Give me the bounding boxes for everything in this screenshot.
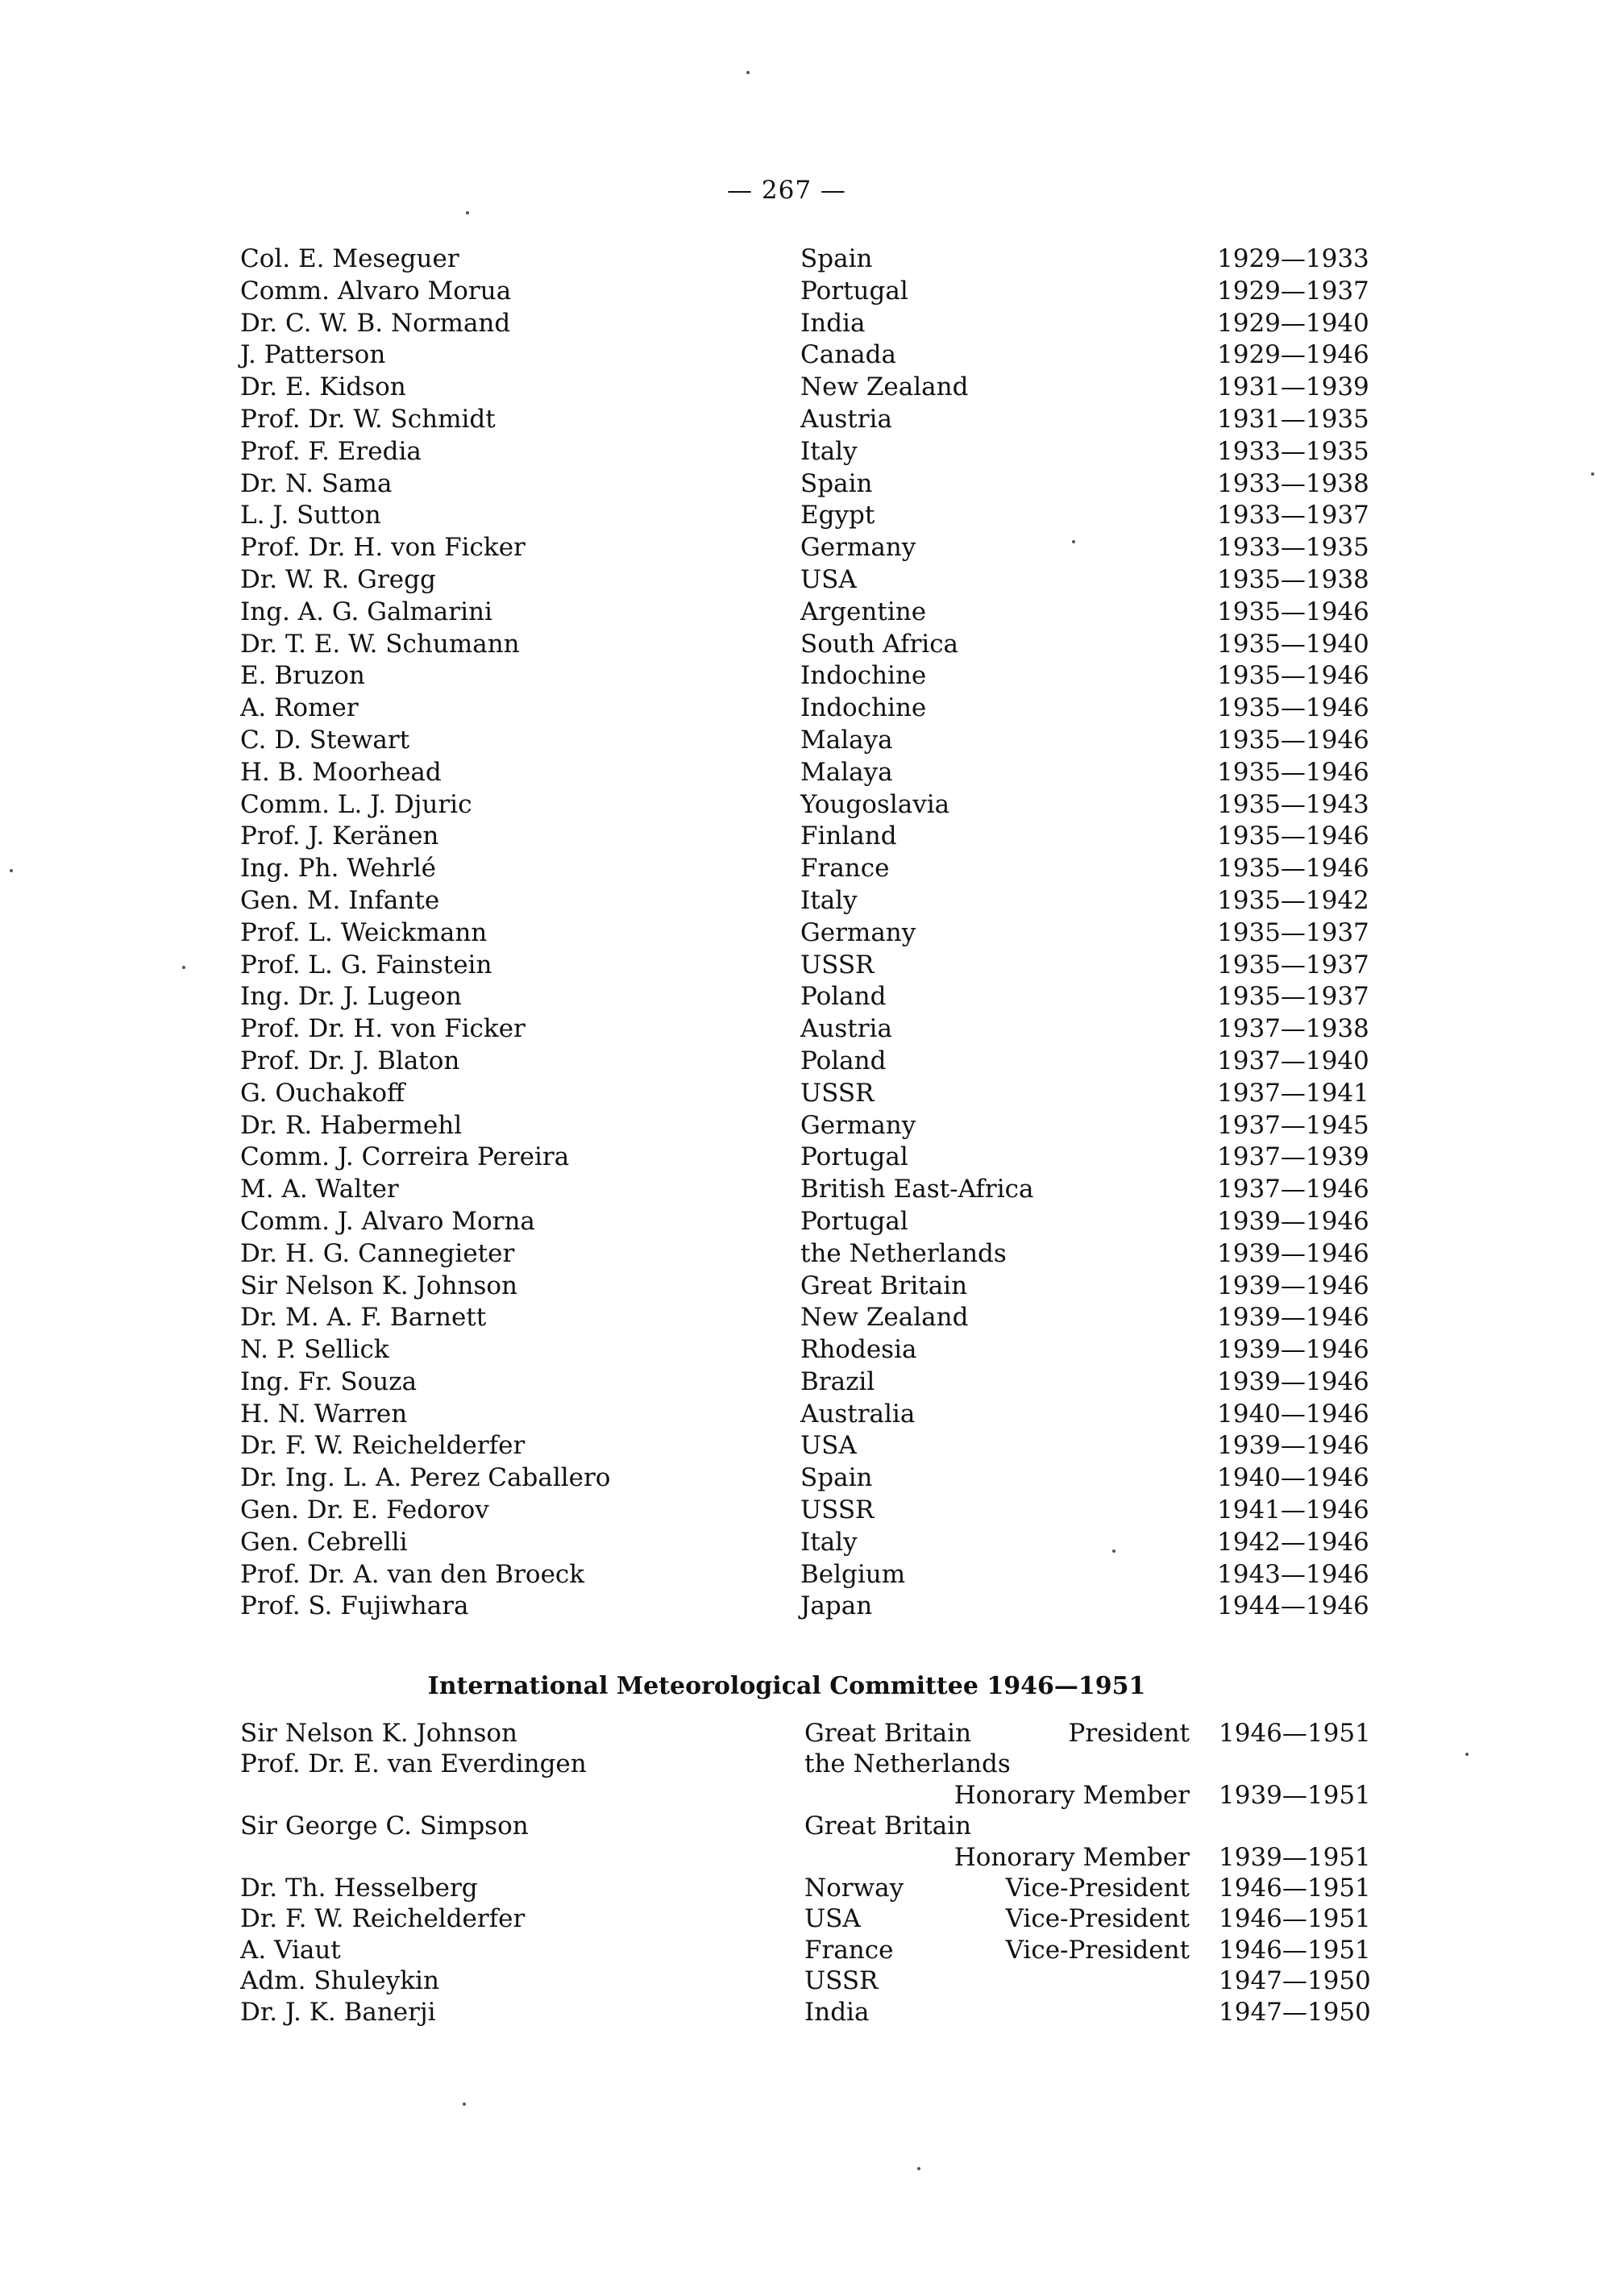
member-name: Comm. Alvaro Morua bbox=[240, 276, 512, 306]
committee-country: India bbox=[804, 1997, 870, 2027]
member-name: Prof. Dr. J. Blaton bbox=[240, 1046, 460, 1075]
member-country: Belgium bbox=[800, 1559, 906, 1589]
member-years: 1935—1942 bbox=[1217, 885, 1369, 915]
committee-list bbox=[240, 1718, 1369, 2028]
scan-speck bbox=[1112, 1549, 1116, 1553]
member-row bbox=[240, 404, 1369, 436]
member-row bbox=[240, 725, 1369, 757]
member-name: N. P. Sellick bbox=[240, 1335, 389, 1365]
member-years: 1939—1946 bbox=[1217, 1238, 1369, 1268]
member-years: 1942—1946 bbox=[1217, 1527, 1369, 1557]
member-years: 1929—1946 bbox=[1217, 340, 1369, 370]
member-years: 1937—1941 bbox=[1217, 1078, 1369, 1108]
member-name: Prof. J. Keränen bbox=[240, 821, 439, 851]
member-years: 1935—1937 bbox=[1217, 950, 1369, 980]
member-row bbox=[240, 564, 1369, 597]
page-number: — 267 — bbox=[727, 176, 846, 205]
member-list bbox=[240, 243, 1369, 1623]
member-name: Ing. Fr. Souza bbox=[240, 1366, 418, 1396]
committee-years: 1946—1951 bbox=[1219, 1719, 1371, 1748]
member-country: Germany bbox=[800, 1110, 916, 1140]
committee-role: Vice-President bbox=[1005, 1935, 1190, 1965]
member-country: New Zealand bbox=[800, 372, 969, 402]
committee-row bbox=[240, 1903, 1369, 1934]
member-country: British East-Africa bbox=[800, 1175, 1034, 1204]
member-row bbox=[240, 308, 1369, 340]
member-country: Malaya bbox=[800, 725, 893, 755]
committee-name: Dr. J. K. Banerji bbox=[240, 1997, 436, 2027]
member-country: Portugal bbox=[800, 1206, 908, 1236]
member-years: 1939—1946 bbox=[1217, 1335, 1369, 1365]
committee-country: USA bbox=[804, 1904, 861, 1934]
committee-role: President bbox=[1068, 1719, 1190, 1748]
member-years: 1937—1939 bbox=[1217, 1142, 1369, 1172]
committee-name: Sir Nelson K. Johnson bbox=[240, 1719, 518, 1748]
committee-row bbox=[240, 1997, 1369, 2028]
member-years: 1935—1937 bbox=[1217, 982, 1369, 1012]
scan-speck bbox=[10, 869, 13, 872]
member-row bbox=[240, 1174, 1369, 1206]
committee-years: 1939—1951 bbox=[1219, 1780, 1371, 1810]
member-years: 1935—1946 bbox=[1217, 757, 1369, 787]
member-country: Finland bbox=[800, 821, 897, 851]
committee-country: USSR bbox=[804, 1966, 879, 1996]
member-name: Dr. E. Kidson bbox=[240, 372, 406, 402]
committee-row bbox=[240, 1780, 1369, 1811]
member-name: Ing. A. G. Galmarini bbox=[240, 597, 492, 626]
member-country: Italy bbox=[800, 885, 858, 915]
member-name: M. A. Walter bbox=[240, 1175, 399, 1204]
member-name: Ing. Dr. J. Lugeon bbox=[240, 982, 462, 1012]
member-country: Spain bbox=[800, 468, 873, 498]
member-name: A. Romer bbox=[240, 693, 359, 723]
member-years: 1939—1946 bbox=[1217, 1366, 1369, 1396]
committee-role: Vice-President bbox=[1005, 1873, 1190, 1903]
committee-years: 1946—1951 bbox=[1219, 1904, 1371, 1934]
member-country: Poland bbox=[800, 1046, 887, 1075]
committee-country: France bbox=[804, 1935, 894, 1965]
member-country: New Zealand bbox=[800, 1303, 969, 1333]
member-name: Comm. J. Alvaro Morna bbox=[240, 1206, 535, 1236]
member-years: 1933—1938 bbox=[1217, 468, 1369, 498]
member-years: 1941—1946 bbox=[1217, 1495, 1369, 1525]
member-country: Egypt bbox=[800, 501, 875, 530]
member-row bbox=[240, 500, 1369, 532]
member-years: 1935—1946 bbox=[1217, 693, 1369, 723]
committee-row bbox=[240, 1873, 1369, 1903]
member-name: Gen. Cebrelli bbox=[240, 1527, 408, 1557]
member-name: Prof. S. Fujiwhara bbox=[240, 1591, 469, 1621]
member-row bbox=[240, 1046, 1369, 1078]
committee-country: Norway bbox=[804, 1873, 904, 1903]
member-row bbox=[240, 1495, 1369, 1527]
committee-heading: International Meteorological Committee 1946—1951 bbox=[427, 1672, 1146, 1700]
member-row bbox=[240, 1238, 1369, 1271]
member-country: Brazil bbox=[800, 1366, 875, 1396]
member-name: Prof. Dr. H. von Ficker bbox=[240, 1014, 526, 1044]
committee-country: Great Britain bbox=[804, 1719, 972, 1748]
member-years: 1933—1935 bbox=[1217, 533, 1369, 563]
member-years: 1935—1937 bbox=[1217, 917, 1369, 947]
member-country: Indochine bbox=[800, 693, 927, 723]
member-row bbox=[240, 1430, 1369, 1462]
member-years: 1929—1940 bbox=[1217, 308, 1369, 338]
member-years: 1933—1937 bbox=[1217, 501, 1369, 530]
scan-speck bbox=[466, 211, 469, 214]
member-name: J. Patterson bbox=[240, 340, 386, 370]
committee-name: Adm. Shuleykin bbox=[240, 1966, 439, 1996]
member-country: Italy bbox=[800, 1527, 858, 1557]
committee-years: 1947—1950 bbox=[1219, 1966, 1371, 1996]
member-row bbox=[240, 1462, 1369, 1495]
member-country: Yougoslavia bbox=[800, 789, 950, 819]
member-row bbox=[240, 597, 1369, 629]
member-row bbox=[240, 339, 1369, 372]
member-row bbox=[240, 468, 1369, 501]
member-name: L. J. Sutton bbox=[240, 501, 381, 530]
member-name: Col. E. Meseguer bbox=[240, 244, 459, 273]
member-country: USA bbox=[800, 564, 857, 594]
member-country: Germany bbox=[800, 917, 916, 947]
member-row bbox=[240, 1559, 1369, 1591]
member-name: Prof. L. Weickmann bbox=[240, 917, 488, 947]
committee-name: Dr. F. W. Reichelderfer bbox=[240, 1904, 526, 1934]
member-country: Poland bbox=[800, 982, 887, 1012]
member-years: 1939—1946 bbox=[1217, 1431, 1369, 1461]
member-country: Great Britain bbox=[800, 1271, 968, 1300]
member-years: 1935—1940 bbox=[1217, 629, 1369, 659]
member-name: Prof. Dr. W. Schmidt bbox=[240, 404, 496, 434]
member-country: India bbox=[800, 308, 866, 338]
member-years: 1935—1946 bbox=[1217, 725, 1369, 755]
member-country: Portugal bbox=[800, 1142, 908, 1172]
member-row bbox=[240, 1110, 1369, 1142]
member-name: Gen. Dr. E. Fedorov bbox=[240, 1495, 489, 1525]
member-country: Portugal bbox=[800, 276, 908, 306]
member-years: 1940—1946 bbox=[1217, 1399, 1369, 1429]
member-row bbox=[240, 1334, 1369, 1366]
member-row bbox=[240, 757, 1369, 789]
member-years: 1931—1935 bbox=[1217, 404, 1369, 434]
member-name: Prof. Dr. H. von Ficker bbox=[240, 533, 526, 563]
member-years: 1939—1946 bbox=[1217, 1303, 1369, 1333]
scan-speck bbox=[746, 71, 750, 74]
member-name: G. Ouchakoff bbox=[240, 1078, 405, 1108]
committee-name: A. Viaut bbox=[240, 1935, 341, 1965]
member-years: 1937—1940 bbox=[1217, 1046, 1369, 1075]
member-row bbox=[240, 1078, 1369, 1110]
member-country: Austria bbox=[800, 1014, 892, 1044]
member-name: H. N. Warren bbox=[240, 1399, 408, 1429]
member-row bbox=[240, 276, 1369, 308]
member-country: Italy bbox=[800, 436, 858, 466]
member-name: Dr. T. E. W. Schumann bbox=[240, 629, 520, 659]
member-row bbox=[240, 243, 1369, 276]
member-row bbox=[240, 1271, 1369, 1303]
member-country: Argentine bbox=[800, 597, 927, 626]
member-years: 1935—1946 bbox=[1217, 597, 1369, 626]
member-name: Prof. L. G. Fainstein bbox=[240, 950, 492, 980]
member-name: Dr. M. A. F. Barnett bbox=[240, 1303, 487, 1333]
member-years: 1931—1939 bbox=[1217, 372, 1369, 402]
scan-speck bbox=[917, 2167, 920, 2170]
member-row bbox=[240, 981, 1369, 1013]
member-country: Spain bbox=[800, 1463, 873, 1493]
member-name: Dr. Ing. L. A. Perez Caballero bbox=[240, 1463, 611, 1493]
member-row bbox=[240, 629, 1369, 661]
member-years: 1935—1943 bbox=[1217, 789, 1369, 819]
committee-row bbox=[240, 1842, 1369, 1873]
member-name: Gen. M. Infante bbox=[240, 885, 440, 915]
member-country: Malaya bbox=[800, 757, 893, 787]
member-years: 1940—1946 bbox=[1217, 1463, 1369, 1493]
member-country: Japan bbox=[800, 1591, 873, 1621]
member-years: 1939—1946 bbox=[1217, 1271, 1369, 1300]
committee-name: Dr. Th. Hesselberg bbox=[240, 1873, 478, 1903]
committee-years: 1939—1951 bbox=[1219, 1842, 1371, 1872]
member-name: Ing. Ph. Wehrlé bbox=[240, 854, 437, 884]
committee-years: 1946—1951 bbox=[1219, 1873, 1371, 1903]
member-name: Prof. F. Eredia bbox=[240, 436, 422, 466]
committee-years: 1946—1951 bbox=[1219, 1935, 1371, 1965]
member-country: the Netherlands bbox=[800, 1238, 1007, 1268]
member-name: Dr. F. W. Reichelderfer bbox=[240, 1431, 526, 1461]
member-country: Australia bbox=[800, 1399, 916, 1429]
member-name: Comm. J. Correira Pereira bbox=[240, 1142, 570, 1172]
member-years: 1937—1946 bbox=[1217, 1175, 1369, 1204]
member-row bbox=[240, 436, 1369, 468]
member-row bbox=[240, 693, 1369, 725]
scan-speck bbox=[463, 2103, 466, 2106]
committee-years: 1947—1950 bbox=[1219, 1997, 1371, 2027]
committee-country: the Netherlands bbox=[804, 1749, 1011, 1779]
member-name: Prof. Dr. A. van den Broeck bbox=[240, 1559, 585, 1589]
member-row bbox=[240, 853, 1369, 885]
member-row bbox=[240, 821, 1369, 853]
member-country: Indochine bbox=[800, 661, 927, 691]
member-row bbox=[240, 885, 1369, 917]
scan-speck bbox=[1072, 540, 1075, 543]
member-country: South Africa bbox=[800, 629, 959, 659]
member-years: 1935—1946 bbox=[1217, 661, 1369, 691]
member-years: 1935—1946 bbox=[1217, 821, 1369, 851]
member-country: Canada bbox=[800, 340, 896, 370]
member-country: France bbox=[800, 854, 890, 884]
member-country: USA bbox=[800, 1431, 857, 1461]
member-row bbox=[240, 1366, 1369, 1399]
member-name: H. B. Moorhead bbox=[240, 757, 442, 787]
member-row bbox=[240, 1399, 1369, 1431]
committee-name: Prof. Dr. E. van Everdingen bbox=[240, 1749, 587, 1779]
committee-row bbox=[240, 1749, 1369, 1779]
member-name: Dr. R. Habermehl bbox=[240, 1110, 463, 1140]
member-years: 1943—1946 bbox=[1217, 1559, 1369, 1589]
member-row bbox=[240, 1302, 1369, 1334]
member-row bbox=[240, 372, 1369, 404]
committee-role: Vice-President bbox=[1005, 1904, 1190, 1934]
member-row bbox=[240, 532, 1369, 564]
member-country: USSR bbox=[800, 1495, 875, 1525]
member-row bbox=[240, 1013, 1369, 1046]
scan-speck bbox=[182, 966, 185, 969]
member-years: 1929—1937 bbox=[1217, 276, 1369, 306]
member-name: Dr. N. Sama bbox=[240, 468, 393, 498]
committee-row bbox=[240, 1811, 1369, 1841]
committee-role: Honorary Member bbox=[953, 1842, 1190, 1872]
member-country: Austria bbox=[800, 404, 892, 434]
member-row bbox=[240, 660, 1369, 693]
member-name: Dr. W. R. Gregg bbox=[240, 564, 436, 594]
member-country: Spain bbox=[800, 244, 873, 273]
member-years: 1929—1933 bbox=[1217, 244, 1369, 273]
member-name: E. Bruzon bbox=[240, 661, 365, 691]
member-years: 1944—1946 bbox=[1217, 1591, 1369, 1621]
member-name: Dr. H. G. Cannegieter bbox=[240, 1238, 515, 1268]
member-years: 1937—1945 bbox=[1217, 1110, 1369, 1140]
member-years: 1933—1935 bbox=[1217, 436, 1369, 466]
member-name: Sir Nelson K. Johnson bbox=[240, 1271, 518, 1300]
committee-row bbox=[240, 1935, 1369, 1965]
member-row bbox=[240, 789, 1369, 821]
member-row bbox=[240, 1527, 1369, 1559]
committee-name: Sir George C. Simpson bbox=[240, 1811, 529, 1841]
committee-row bbox=[240, 1718, 1369, 1749]
member-country: Germany bbox=[800, 533, 916, 563]
scan-speck bbox=[1591, 472, 1594, 476]
member-years: 1939—1946 bbox=[1217, 1206, 1369, 1236]
member-name: Comm. L. J. Djuric bbox=[240, 789, 472, 819]
committee-country: Great Britain bbox=[804, 1811, 972, 1841]
member-row bbox=[240, 950, 1369, 982]
member-row bbox=[240, 917, 1369, 950]
scan-speck bbox=[1465, 1753, 1469, 1756]
member-row bbox=[240, 1142, 1369, 1174]
member-name: Dr. C. W. B. Normand bbox=[240, 308, 511, 338]
member-row bbox=[240, 1591, 1369, 1623]
member-years: 1935—1938 bbox=[1217, 564, 1369, 594]
member-years: 1935—1946 bbox=[1217, 854, 1369, 884]
member-country: USSR bbox=[800, 950, 875, 980]
member-years: 1937—1938 bbox=[1217, 1014, 1369, 1044]
member-row bbox=[240, 1206, 1369, 1238]
committee-row bbox=[240, 1965, 1369, 1996]
member-name: C. D. Stewart bbox=[240, 725, 410, 755]
committee-role: Honorary Member bbox=[953, 1780, 1190, 1810]
member-country: Rhodesia bbox=[800, 1335, 917, 1365]
member-country: USSR bbox=[800, 1078, 875, 1108]
